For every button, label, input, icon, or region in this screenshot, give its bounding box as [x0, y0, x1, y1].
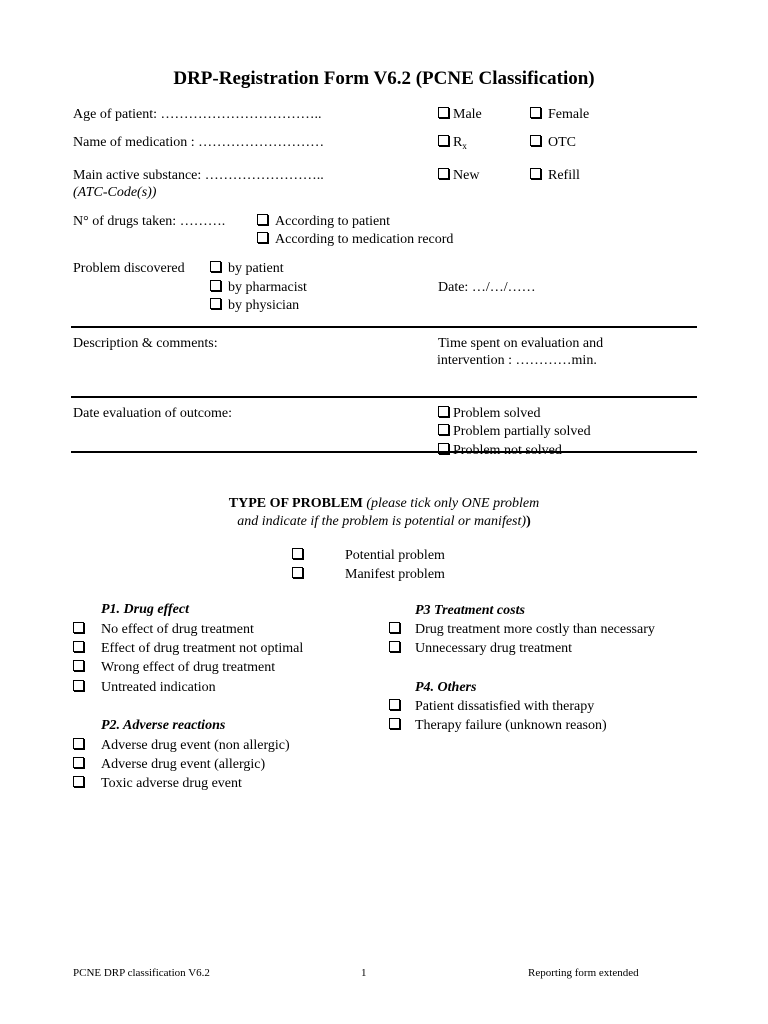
- new-checkbox[interactable]: [438, 168, 449, 179]
- footer-left: PCNE DRP classification V6.2: [73, 967, 210, 979]
- by-patient-checkbox[interactable]: [210, 261, 221, 272]
- rx-checkbox[interactable]: [438, 135, 449, 146]
- according-record-label: According to medication record: [275, 232, 454, 247]
- by-patient-option[interactable]: [210, 261, 284, 277]
- male-checkbox[interactable]: [438, 107, 449, 118]
- medication-field[interactable]: Name of medication : ………………………: [73, 135, 325, 150]
- by-physician-label: by physician: [228, 298, 300, 313]
- p1-heading: P1. Drug effect: [101, 602, 189, 617]
- by-pharmacist-label: by pharmacist: [228, 280, 307, 295]
- female-checkbox[interactable]: [530, 107, 541, 118]
- according-record-checkbox[interactable]: [257, 232, 268, 243]
- p4-heading: P4. Others: [415, 680, 477, 695]
- p2-label-3: Toxic adverse drug event: [101, 776, 242, 791]
- problem-discovered-label: Problem discovered: [73, 261, 185, 276]
- p3-label-1: Drug treatment more costly than necessary: [415, 622, 655, 637]
- p4-checkbox-2[interactable]: [389, 718, 400, 729]
- rx-subscript: x: [462, 141, 467, 151]
- p1-checkbox-2[interactable]: [73, 641, 84, 652]
- type-of-problem-close-paren: ): [526, 514, 531, 529]
- p1-label-1: No effect of drug treatment: [101, 622, 254, 637]
- potential-option[interactable]: [292, 548, 445, 564]
- p4-checkbox-1[interactable]: [389, 699, 400, 710]
- according-record-option[interactable]: [257, 232, 453, 248]
- female-option[interactable]: [530, 107, 589, 123]
- date-field[interactable]: Date: …/…/……: [438, 280, 536, 295]
- by-pharmacist-option[interactable]: [210, 280, 307, 296]
- female-label: Female: [548, 107, 590, 122]
- p1-checkbox-4[interactable]: [73, 680, 84, 691]
- p1-label-2: Effect of drug treatment not optimal: [101, 641, 304, 656]
- problem-partially-solved-label: Problem partially solved: [453, 424, 591, 439]
- p2-label-2: Adverse drug event (allergic): [101, 757, 266, 772]
- divider-2: [71, 396, 697, 398]
- p2-option-1[interactable]: [73, 738, 290, 754]
- p2-option-3[interactable]: [73, 776, 242, 792]
- by-physician-option[interactable]: [210, 298, 299, 314]
- p4-option-1[interactable]: [389, 699, 594, 715]
- p1-option-4[interactable]: [73, 680, 216, 696]
- p2-checkbox-1[interactable]: [73, 738, 84, 749]
- page-number: 1: [361, 967, 367, 979]
- problem-solved-checkbox[interactable]: [438, 406, 449, 417]
- p4-label-1: Patient dissatisfied with therapy: [415, 699, 595, 714]
- potential-label: Potential problem: [345, 548, 445, 563]
- problem-partially-solved-checkbox[interactable]: [438, 424, 449, 435]
- by-pharmacist-checkbox[interactable]: [210, 280, 221, 291]
- problem-solved-option[interactable]: [438, 406, 541, 422]
- by-physician-checkbox[interactable]: [210, 298, 221, 309]
- footer-right: Reporting form extended: [528, 967, 639, 979]
- rx-option[interactable]: [438, 135, 467, 151]
- type-of-problem-heading: [0, 496, 768, 512]
- problem-solved-label: Problem solved: [453, 406, 541, 421]
- age-field[interactable]: Age of patient: ……………………………..: [73, 107, 322, 122]
- p2-label-1: Adverse drug event (non allergic): [101, 738, 290, 753]
- p3-checkbox-1[interactable]: [389, 622, 400, 633]
- by-patient-label: by patient: [228, 261, 284, 276]
- according-patient-checkbox[interactable]: [257, 214, 268, 225]
- p1-option-2[interactable]: [73, 641, 303, 657]
- p1-option-1[interactable]: [73, 622, 254, 638]
- p2-checkbox-2[interactable]: [73, 757, 84, 768]
- type-of-problem-instruction-2: and indicate if the problem is potential or manifest): [237, 514, 527, 529]
- p1-checkbox-1[interactable]: [73, 622, 84, 633]
- p3-option-2[interactable]: [389, 641, 572, 657]
- p1-label-4: Untreated indication: [101, 680, 216, 695]
- p2-option-2[interactable]: [73, 757, 265, 773]
- p3-label-2: Unnecessary drug treatment: [415, 641, 573, 656]
- p3-heading: P3 Treatment costs: [415, 603, 525, 618]
- problem-partially-solved-option[interactable]: [438, 424, 591, 440]
- manifest-option[interactable]: [292, 567, 445, 583]
- male-label: Male: [453, 107, 482, 122]
- problem-not-solved-label: Problem not solved: [453, 443, 562, 458]
- according-patient-label: According to patient: [275, 214, 391, 229]
- substance-field[interactable]: Main active substance: ……………………..: [73, 168, 324, 183]
- divider-3: [71, 451, 697, 453]
- otc-option[interactable]: [530, 135, 576, 151]
- atc-label: (ATC-Code(s)): [73, 185, 157, 200]
- description-field[interactable]: Description & comments:: [73, 336, 218, 351]
- type-of-problem-instruction-1: (please tick only ONE problem: [366, 496, 540, 511]
- type-of-problem-title: TYPE OF PROBLEM: [228, 496, 363, 511]
- type-of-problem-heading-line-2: [0, 514, 768, 530]
- time-spent-line-1: Time spent on evaluation and: [438, 336, 604, 351]
- refill-label: Refill: [548, 168, 580, 183]
- drugs-taken-field[interactable]: N° of drugs taken: ……….: [73, 214, 226, 229]
- divider-1: [71, 326, 697, 328]
- refill-checkbox[interactable]: [530, 168, 541, 179]
- form-title: DRP-Registration Form V6.2 (PCNE Classification): [173, 68, 595, 89]
- p4-option-2[interactable]: [389, 718, 607, 734]
- p1-option-3[interactable]: [73, 660, 275, 676]
- potential-checkbox[interactable]: [292, 548, 303, 559]
- p2-heading: P2. Adverse reactions: [101, 718, 226, 733]
- rx-label: R: [453, 135, 463, 150]
- time-spent-field[interactable]: intervention : …………min.: [437, 353, 597, 368]
- date-evaluation-field[interactable]: Date evaluation of outcome:: [73, 406, 232, 421]
- new-option[interactable]: [438, 168, 479, 184]
- otc-label: OTC: [548, 135, 576, 150]
- otc-checkbox[interactable]: [530, 135, 541, 146]
- male-option[interactable]: [438, 107, 482, 123]
- p1-label-3: Wrong effect of drug treatment: [101, 660, 276, 675]
- refill-option[interactable]: [530, 168, 580, 184]
- manifest-label: Manifest problem: [345, 567, 445, 582]
- new-label: New: [453, 168, 480, 183]
- according-patient-option[interactable]: [257, 214, 390, 230]
- p2-checkbox-3[interactable]: [73, 776, 84, 787]
- p1-checkbox-3[interactable]: [73, 660, 84, 671]
- p3-option-1[interactable]: [389, 622, 655, 638]
- p4-label-2: Therapy failure (unknown reason): [415, 718, 607, 733]
- manifest-checkbox[interactable]: [292, 567, 303, 578]
- p3-checkbox-2[interactable]: [389, 641, 400, 652]
